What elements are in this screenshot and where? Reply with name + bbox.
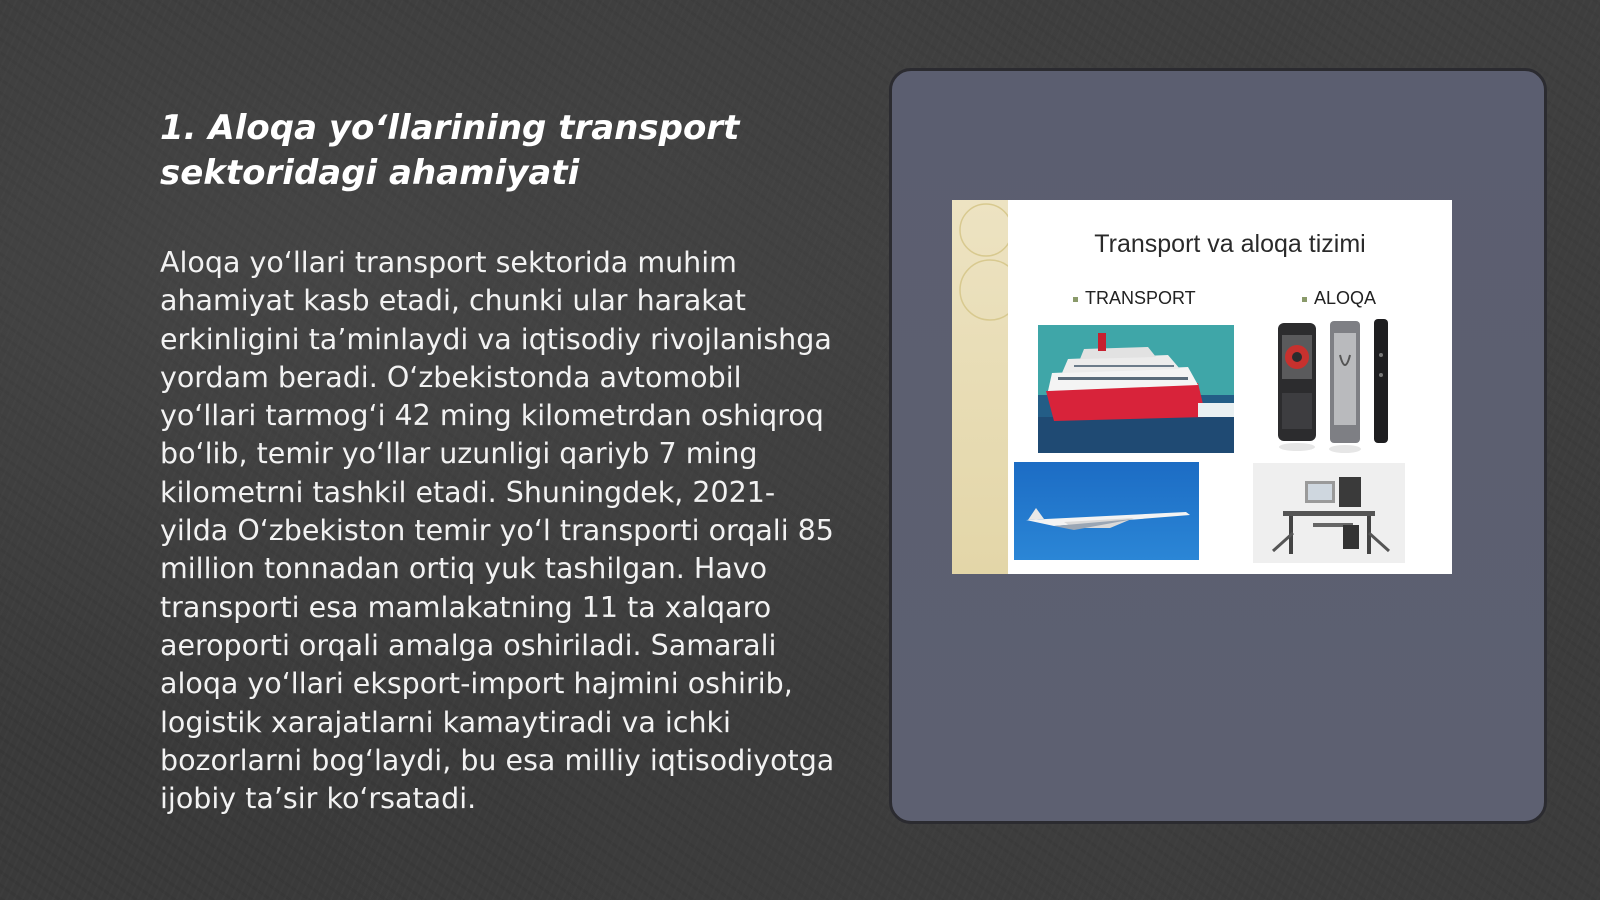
computer-desk-photo [1253,463,1405,563]
image-panel [889,68,1547,824]
slide-title: 1. Aloqa yo‘llarining transport sektoridagi ahamiyati [160,108,740,193]
mobile-phones-photo [1272,315,1402,460]
airplane-photo [1014,462,1199,560]
decorative-strip [952,200,1008,574]
slide-body-text: Aloqa yo‘llari transport sektorida muhim ahamiyat kasb etadi, chunki ular harakat erkinligini ta’minlaydi va iqtisodiy rivojlanishga yordam beradi. O‘zbekistonda avtomobil yo‘llari tarmog‘i 42 ming kilometrdan oshiqroq bo‘lib, temir yo‘llar uzunligi qariyb 7 ming kilometrni tashkil etadi. Shuningdek, 2021-yilda O‘zbekiston temir yo‘l transporti orqali 85 million tonnadan ortiq yuk tashilgan. Havo transporti esa mamlakatning 11 ta xalqaro aeroporti orqali amalga oshiriladi. Samarali aloqa yo‘llari eksport-import hajmini oshirib, logistik xarajatlarni kamaytiradi va ichki bozorlarni bog‘laydi, bu esa milliy iqtisodiyotga ijobiy ta’sir ko‘rsatadi. [160,246,835,816]
embedded-slide-title: Transport va aloqa tizimi [1094,230,1366,258]
bullet-aloqa-label: ALOQA [1314,288,1377,308]
bullet-dot-icon [1073,297,1078,302]
bullet-transport [1073,288,1196,309]
bullet-transport-label: TRANSPORT [1085,288,1196,308]
ship-photo [1038,325,1234,453]
bullet-dot-icon [1302,297,1307,302]
bullet-aloqa [1302,288,1376,309]
embedded-slide-image [952,200,1452,574]
